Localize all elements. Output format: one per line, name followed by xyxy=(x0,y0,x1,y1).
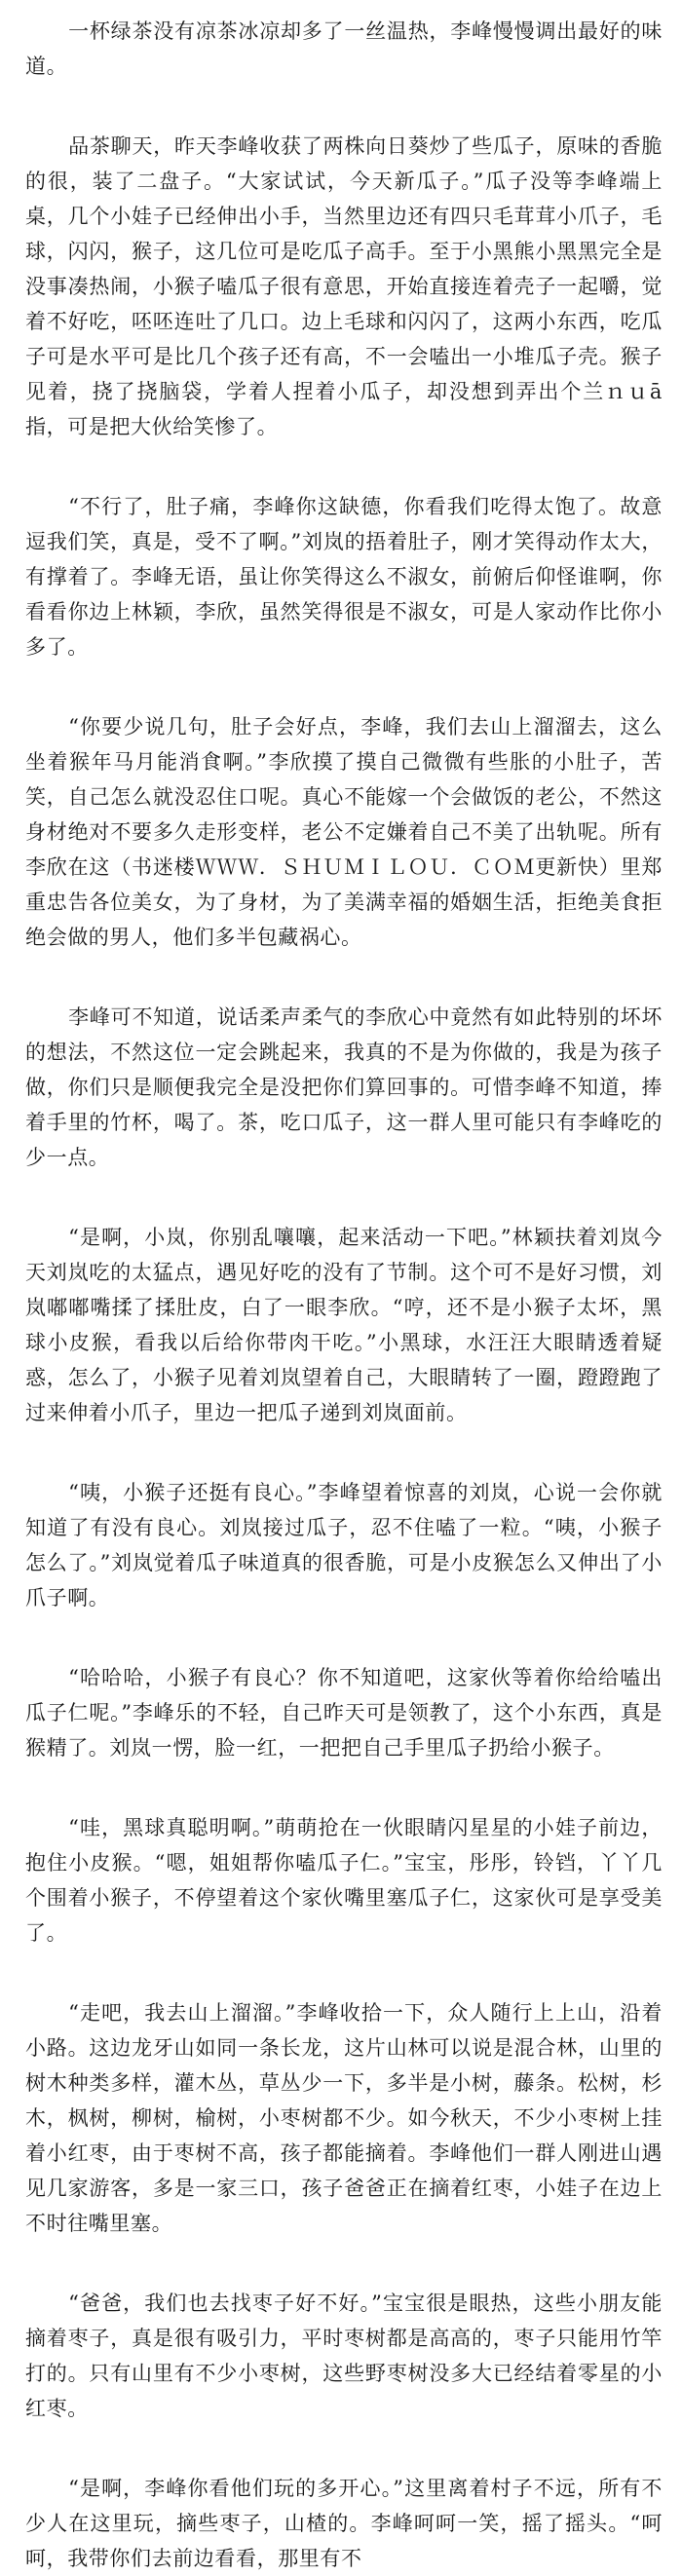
paragraph: 一杯绿茶没有凉茶冰凉却多了一丝温热，李峰慢慢调出最好的味道。 xyxy=(25,19,663,78)
paragraph: “不行了，肚子痛，李峰你这缺德，你看我们吃得太饱了。故意逗我们笑，真是，受不了啊。”刘岚的捂着肚子，刚才笑得动作太大，有撑着了。李峰无语，虽让你笑得这么不淑女，前俯后仰怪谁啊，你看看你边上林颖，李欣，虽然笑得很是不淑女，可是人家动作比你小多了。 xyxy=(25,495,663,659)
paragraph: “是啊，小岚，你别乱嚷嚷，起来活动一下吧。”林颖扶着刘岚今天刘岚吃的太猛点，遇见好吃的没有了节制。这个可不是好习惯，刘岚嘟嘟嘴揉了揉肚皮，白了一眼李欣。“哼，还不是小猴子太坏，黑球小皮猴，看我以后给你带肉干吃。”小黑球，水汪汪大眼睛透着疑惑，怎么了，小猴子见着刘岚望着自己，大眼睛转了一圈，蹬蹬跑了过来伸着小爪子，里边一把瓜子递到刘岚面前。 xyxy=(25,1226,663,1424)
paragraph: “是啊，李峰你看他们玩的多开心。”这里离着村子不远，所有不少人在这里玩，摘些枣子，山楂的。李峰呵呵一笑，摇了摇头。“呵呵，我带你们去前边看看，那里有不 xyxy=(25,2477,663,2570)
paragraph: “走吧，我去山上溜溜。”李峰收拾一下，众人随行上上山，沿着小路。这边龙牙山如同一条长龙，这片山林可以说是混合林，山里的树木种类多样，灌木丛，草丛少一下，多半是小树，藤条。松树，杉木，枫树，柳树，榆树，小枣树都不少。如今秋天，不少小枣树上挂着小红枣，由于枣树不高，孩子都能摘着。李峰他们一群人刚进山遇见几家游客，多是一家三口，孩子爸爸正在摘着红枣，小娃子在边上不时往嘴里塞。 xyxy=(25,2001,663,2235)
paragraph: 李峰可不知道，说话柔声柔气的李欣心中竟然有如此特别的坏坏的想法，不然这位一定会跳起来，我真的不是为你做的，我是为孩子做，你们只是顺便我完全是没把你们算回事的。可惜李峰不知道，捧着手里的竹杯，喝了。茶，吃口瓜子，这一群人里可能只有李峰吃的少一点。 xyxy=(25,1005,663,1169)
paragraph: “爸爸，我们也去找枣子好不好。”宝宝很是眼热，这些小朋友能摘着枣子，真是很有吸引力，平时枣树都是高高的，枣子只能用竹竿打的。只有山里有不少小枣树，这些野枣树没多大已经结着零星的小红枣。 xyxy=(25,2292,663,2420)
paragraph: “咦，小猴子还挺有良心。”李峰望着惊喜的刘岚，心说一会你就知道了有没有良心。刘岚接过瓜子，忍不住嗑了一粒。“咦，小猴子怎么了。”刘岚觉着瓜子味道真的很香脆，可是小皮猴怎么又伸出了小爪子啊。 xyxy=(25,1481,663,1610)
paragraph: “你要少说几句，肚子会好点，李峰，我们去山上溜溜去，这么坐着猴年马月能消食啊。”李欣摸了摸自己微微有些胀的小肚子，苦笑，自己怎么就没忍住口呢。真心不能嫁一个会做饭的老公，不然这身材绝对不要多久走形变样，老公不定嫌着自己不美了出轨呢。所有李欣在这（书迷楼ＷＷＷ．ＳＨＵＭＩＬＯＵ．ＣＯＭ更新快）里郑重忠告各位美女，为了身材，为了美满幸福的婚姻生活，拒绝美食拒绝会做的男人，他们多半包藏祸心。 xyxy=(25,715,663,949)
paragraph: “哇，黑球真聪明啊。”萌萌抢在一伙眼睛闪星星的小娃子前边，抱住小皮猴。“嗯，姐姐帮你嗑瓜子仁。”宝宝，彤彤，铃铛，丫丫几个围着小猴子，不停望着这个家伙嘴里塞瓜子仁，这家伙可是享受美了。 xyxy=(25,1816,663,1945)
paragraph: 品茶聊天，昨天李峰收获了两株向日葵炒了些瓜子，原味的香脆的很，装了二盘子。“大家试试，今天新瓜子。”瓜子没等李峰端上桌，几个小娃子已经伸出小手，当然里边还有四只毛茸茸小爪子，毛球，闪闪，猴子，这几位可是吃瓜子高手。至于小黑熊小黑黑完全是没事凑热闹，小猴子嗑瓜子很有意思，开始直接连着壳子一起嚼，觉着不好吃，呸呸连吐了几口。边上毛球和闪闪了，这两小东西，吃瓜子可是水平可是比几个孩子还有高，不一会嗑出一小堆瓜子壳。猴子见着，挠了挠脑袋，学着人捏着小瓜子，却没想到弄出个兰ｎｕā指，可是把大伙给笑惨了。 xyxy=(25,134,663,438)
paragraph: “哈哈哈，小猴子有良心？你不知道吧，这家伙等着你给给嗑出瓜子仁呢。”李峰乐的不轻，自己昨天可是领教了，这个小东西，真是猴精了。刘岚一愣，脸一红，一把把自己手里瓜子扔给小猴子。 xyxy=(25,1666,663,1760)
